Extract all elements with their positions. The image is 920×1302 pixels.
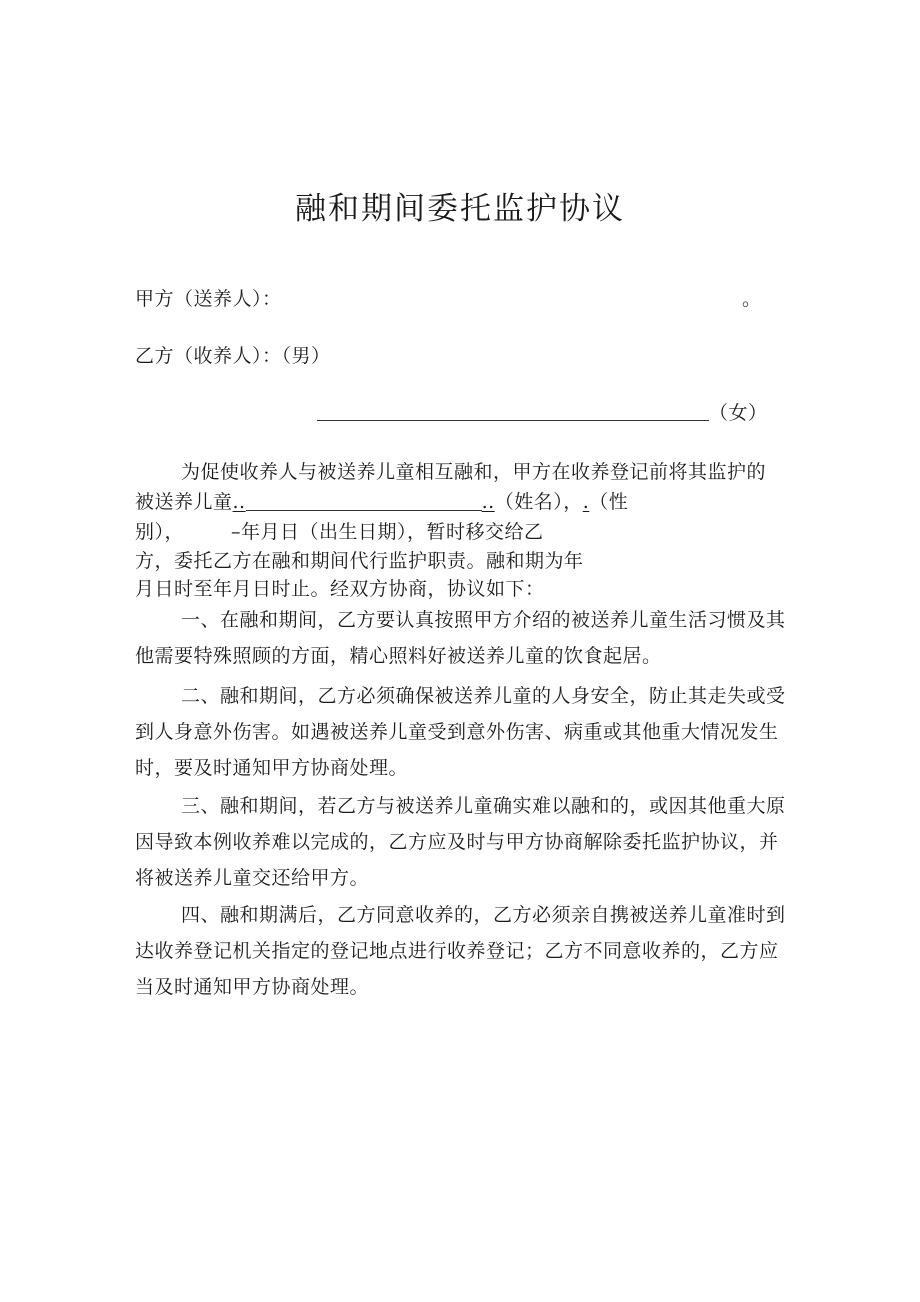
clause-2: 二、融和期间，乙方必须确保被送养儿童的人身安全，防止其走失或受到人身意外伤害。如遇被送养儿童受到意外伤害、病重或其他重大情况发生时，要及时通知甲方协商处理。 — [135, 685, 786, 779]
dots-a: .. — [232, 491, 246, 513]
clause-3: 三、融和期间，若乙方与被送养儿童确实难以融和的，或因其他重大原因导致本例收养难以完成的，乙方应及时与甲方协商解除委托监护协议，并将被送养儿童交还给甲方。 — [135, 795, 786, 889]
gender-close: 别）， — [135, 521, 185, 543]
name-gap — [246, 492, 482, 511]
party-b-label: 乙方（收养人）：（男） — [135, 345, 331, 367]
child-name-blank — [233, 491, 495, 513]
gender-label: （性 — [589, 491, 629, 513]
party-a-end-mark: 。 — [742, 288, 762, 310]
name-label: （姓名）， — [494, 491, 583, 513]
document-title: 融和期间委托监护协议 — [295, 191, 625, 227]
intro-line-5: 月日时至年月日时止。经双方协商，协议如下： — [135, 578, 545, 600]
date-dash: – — [231, 521, 242, 543]
intro-line-4: 方，委托乙方在融和期间代行监护职责。融和期为年 — [135, 550, 584, 572]
female-suffix: （女） — [709, 402, 768, 424]
gender-blank: . — [582, 491, 590, 513]
clause-1: 一、在融和期间，乙方要认真按照甲方介绍的被送养儿童生活习惯及其他需要特殊照顾的方面，精心照料好被送养儿童的饮食起居。 — [135, 609, 786, 667]
party-a-label: 甲方（送养人）： — [135, 288, 282, 310]
female-name-blank — [317, 402, 709, 421]
intro-line-1: 为促使收养人与被送养儿童相互融和，甲方在收养登记前将其监护的 — [181, 461, 767, 483]
birth-date-text: 年月日（出生日期），暂时移交给乙 — [241, 521, 544, 543]
female-row — [317, 398, 768, 425]
child-label: 被送养儿童 — [135, 491, 233, 513]
clause-4: 四、融和期满后，乙方同意收养的，乙方必须亲自携被送养儿童准时到达收养登记机关指定的登记地点进行收养登记；乙方不同意收养的，乙方应当及时通知甲方协商处理。 — [135, 904, 786, 998]
dots-b: .. — [481, 491, 495, 513]
